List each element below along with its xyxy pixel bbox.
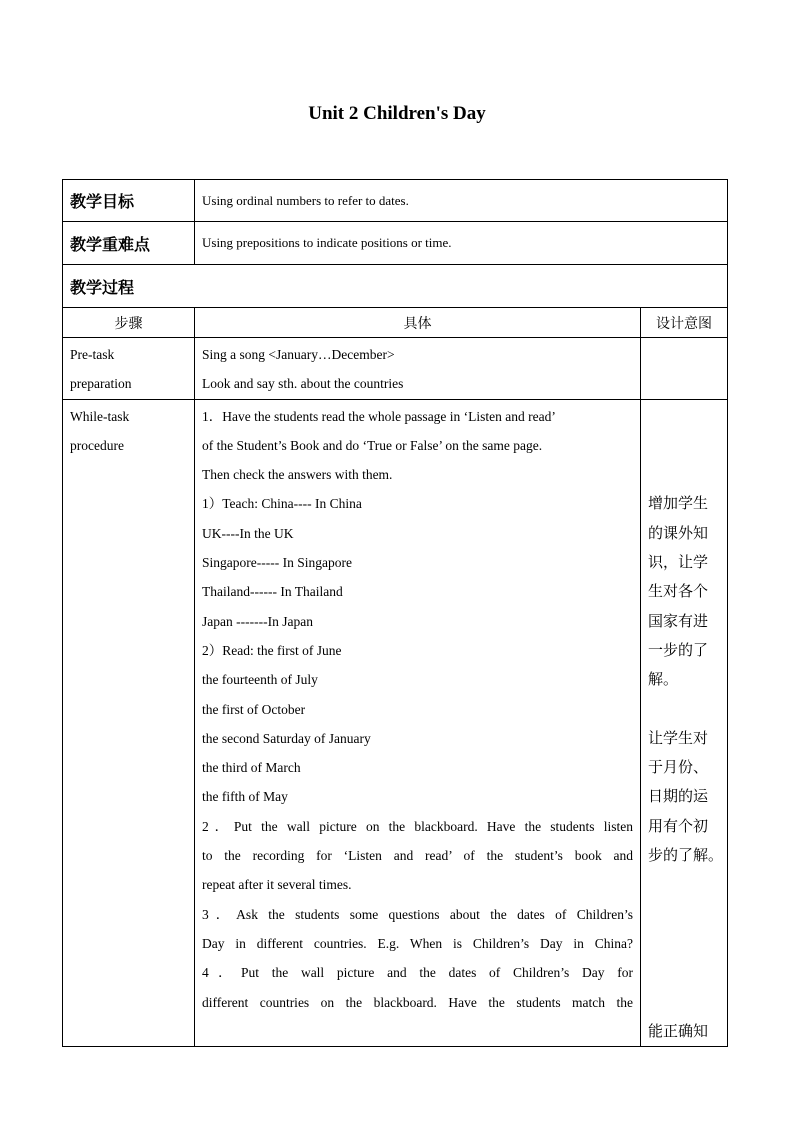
design-note-line: 让学生对 [648,728,709,747]
whiletask-label-line: procedure [70,437,124,453]
design-note-line: 增加学生 [648,494,709,513]
page-title: Unit 2 Children's Day [308,103,486,124]
whiletask-line: to the recording for ‘Listen and read’ of the student’s book and [202,848,633,864]
process-label: 教学过程 [63,265,728,308]
whiletask-row [63,399,728,1047]
whiletask-line: 2）Read: the first of June [202,642,342,658]
design-note-line: 能正确知 [648,1021,709,1040]
design-note-line: 于月份、 [648,758,709,777]
design-header: 设计意图 [641,308,728,338]
whiletask-line: repeat after it several times. [202,877,352,893]
whiletask-line: 1．Have the students read the whole passage in ‘Listen and read’ [202,408,556,424]
design-note-line: 解。 [648,670,679,689]
objective-value: Using ordinal numbers to refer to dates. [195,180,728,222]
whiletask-line: of the Student’s Book and do ‘True or False’ on the same page. [202,437,543,453]
whiletask-line: Singapore----- In Singapore [202,555,352,571]
lesson-plan-table [62,179,728,1047]
details-header: 具体 [195,308,641,338]
design-note-line: 用有个初 [648,816,709,835]
key-points-row [63,222,728,265]
whiletask-line: 3．Ask the students some questions about the dates of Children’s [202,906,633,922]
design-note-line: 步的了解。 [648,846,724,865]
process-row [63,265,728,308]
whiletask-details [195,399,641,1047]
whiletask-line: 2．Put the wall picture on the blackboard. Have the students listen [202,818,633,834]
whiletask-line: the fifth of May [202,789,288,805]
pretask-line: Sing a song <January…December> [202,347,395,362]
whiletask-line: 4．Put the wall picture and the dates of Children’s Day for [202,965,633,981]
whiletask-label [63,399,195,1047]
pretask-label-line: Pre-task [70,347,115,362]
whiletask-line: the third of March [202,760,301,776]
design-note-line: 国家有进 [648,611,709,630]
pretask-label-line: preparation [70,376,132,392]
whiletask-line: UK----In the UK [202,525,294,541]
whiletask-label-line: While-task [70,408,130,424]
objective-label: 教学目标 [63,180,195,222]
key-points-label: 教学重难点 [63,222,195,265]
steps-header: 步骤 [63,308,195,338]
design-note-line: 的课外知 [648,523,709,542]
design-note-line: 一步的了 [648,640,709,659]
whiletask-line: 1）Teach: China---- In China [202,496,362,512]
pretask-row [63,338,728,400]
pretask-details [195,338,641,400]
whiletask-line: Then check the answers with them. [202,467,393,483]
design-note-line: 识，让学 [648,553,709,572]
objective-row [63,180,728,222]
pretask-design [641,338,728,400]
whiletask-line: the second Saturday of January [202,730,371,746]
whiletask-design [641,399,728,1047]
design-note-line: 日期的运 [648,787,709,806]
pretask-label [63,338,195,400]
pretask-line: Look and say sth. about the countries [202,376,404,392]
whiletask-line: the first of October [202,701,306,717]
whiletask-line: Day in different countries. E.g. When is Children’s Day in China? [202,935,633,951]
whiletask-line: the fourteenth of July [202,672,318,688]
design-note-line: 生对各个 [648,582,709,601]
whiletask-line: different countries on the blackboard. Have the students match the [202,994,633,1010]
key-points-value: Using prepositions to indicate positions or time. [195,222,728,265]
column-header-row [63,308,728,338]
whiletask-line: Thailand------ In Thailand [202,584,343,600]
whiletask-line: Japan -------In Japan [202,613,313,629]
